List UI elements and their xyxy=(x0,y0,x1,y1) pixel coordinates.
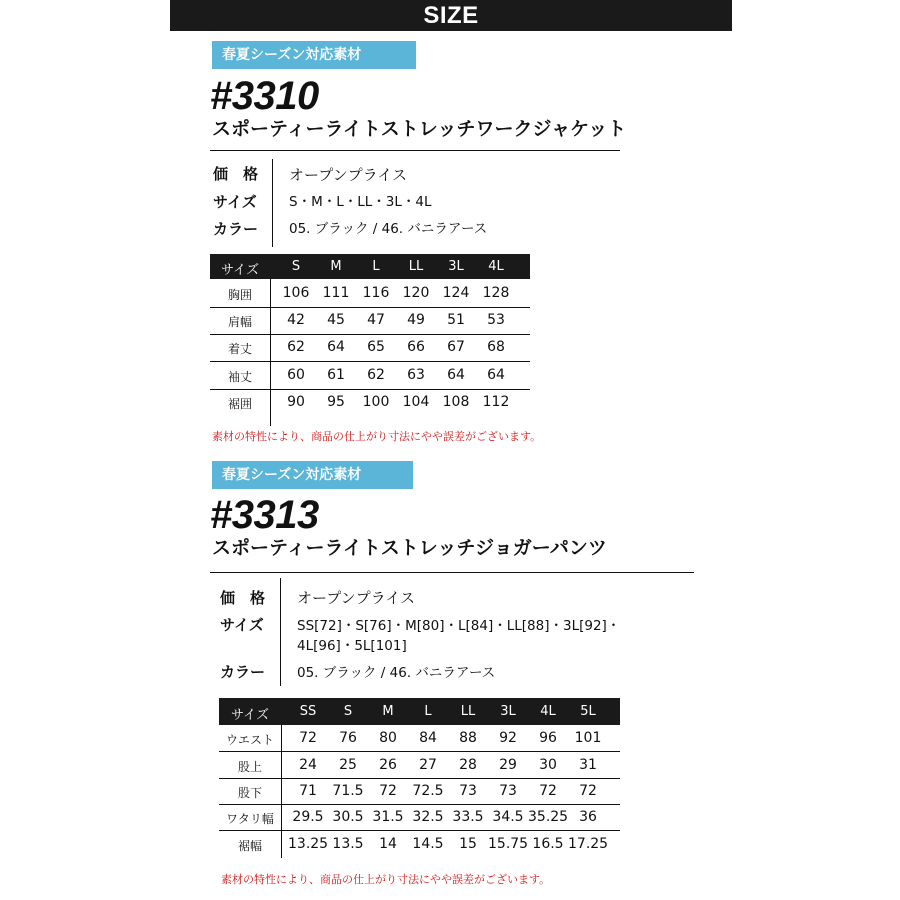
table-cell: 28 xyxy=(459,757,477,773)
table-cell: 124 xyxy=(442,285,470,301)
table-cell: 60 xyxy=(287,367,305,383)
table-cell: 63 xyxy=(407,367,425,383)
price-label: 価 格 xyxy=(213,165,259,183)
size-table xyxy=(210,254,530,426)
table-cell: 47 xyxy=(367,312,385,328)
table-cell: 29.5 xyxy=(292,809,324,825)
row-label: 股下 xyxy=(237,786,262,800)
table-cell: 84 xyxy=(419,730,437,746)
disclaimer-note: 素材の特性により、商品の仕上がり寸法にやや誤差がございます。 xyxy=(221,873,551,886)
table-cell: 49 xyxy=(407,312,425,328)
size-col-header: SS xyxy=(299,704,317,719)
table-cell: 13.25 xyxy=(288,836,329,852)
table-cell: 30 xyxy=(539,757,557,773)
row-divider xyxy=(210,334,530,335)
size-value-continued: 4L[96]・5L[101] xyxy=(297,638,407,654)
table-header-label: サイズ xyxy=(231,708,269,723)
row-divider xyxy=(210,389,530,390)
table-cell: 65 xyxy=(367,339,385,355)
price-label: 価 格 xyxy=(220,589,266,607)
row-label: 胸囲 xyxy=(227,288,252,302)
column-divider xyxy=(281,725,282,858)
table-cell: 51 xyxy=(447,312,465,328)
size-col-header: 4L xyxy=(488,259,504,274)
product-name: スポーティーライトストレッチジョガーパンツ xyxy=(212,537,607,559)
size-col-header: 3L xyxy=(448,259,464,274)
table-cell: 73 xyxy=(499,783,517,799)
size-col-header: LL xyxy=(408,259,424,274)
table-header-label: サイズ xyxy=(221,263,259,278)
table-cell: 104 xyxy=(402,394,430,410)
table-cell: 27 xyxy=(419,757,437,773)
table-cell: 88 xyxy=(459,730,477,746)
size-col-header: S xyxy=(291,259,301,274)
table-cell: 120 xyxy=(402,285,430,301)
table-cell: 106 xyxy=(282,285,310,301)
size-table xyxy=(219,698,620,858)
row-divider xyxy=(219,830,620,831)
product-name: スポーティーライトストレッチワークジャケット xyxy=(212,118,627,140)
size-col-header: L xyxy=(372,259,380,274)
table-cell: 45 xyxy=(327,312,345,328)
size-label: サイズ xyxy=(220,616,264,634)
info-divider xyxy=(272,159,273,247)
size-header-bar: SIZE xyxy=(170,0,732,31)
product-code: #3313 xyxy=(210,493,319,537)
row-divider xyxy=(219,751,620,752)
table-cell: 33.5 xyxy=(452,809,484,825)
size-col-header: 5L xyxy=(580,704,596,719)
table-cell: 96 xyxy=(539,730,557,746)
table-cell: 24 xyxy=(299,757,317,773)
row-divider xyxy=(210,361,530,362)
table-cell: 32.5 xyxy=(412,809,444,825)
table-cell: 61 xyxy=(327,367,345,383)
row-label: 肩幅 xyxy=(227,315,252,329)
table-cell: 64 xyxy=(487,367,505,383)
table-cell: 68 xyxy=(487,339,505,355)
size-col-header: S xyxy=(343,704,353,719)
table-cell: 16.5 xyxy=(532,836,564,852)
table-cell: 17.25 xyxy=(568,836,609,852)
size-col-header: M xyxy=(382,704,394,719)
price-value: オープンプライス xyxy=(297,589,416,607)
table-cell: 13.5 xyxy=(332,836,364,852)
table-cell: 14 xyxy=(379,836,397,852)
table-cell: 36 xyxy=(579,809,597,825)
table-cell: 71 xyxy=(299,783,317,799)
size-value: SS[72]・S[76]・M[80]・L[84]・LL[88]・3L[92]・ xyxy=(297,618,621,634)
table-cell: 66 xyxy=(407,339,425,355)
info-divider xyxy=(280,578,281,686)
table-cell: 101 xyxy=(574,730,602,746)
row-label: 裾囲 xyxy=(227,397,252,411)
table-cell: 90 xyxy=(287,394,305,410)
table-cell: 72.5 xyxy=(412,783,444,799)
table-cell: 95 xyxy=(327,394,345,410)
size-col-header: 4L xyxy=(540,704,556,719)
price-value: オープンプライス xyxy=(289,166,408,184)
divider xyxy=(210,150,620,151)
table-cell: 64 xyxy=(327,339,345,355)
table-cell: 64 xyxy=(447,367,465,383)
color-value: 05. ブラック / 46. バニラアース xyxy=(297,665,496,681)
table-cell: 72 xyxy=(379,783,397,799)
row-label: 袖丈 xyxy=(227,370,252,384)
table-cell: 25 xyxy=(339,757,357,773)
season-tag: 春夏シーズン対応素材 xyxy=(212,461,413,489)
table-cell: 73 xyxy=(459,783,477,799)
table-cell: 80 xyxy=(379,730,397,746)
row-label: 裾幅 xyxy=(237,839,262,853)
table-cell: 112 xyxy=(482,394,510,410)
table-cell: 72 xyxy=(299,730,317,746)
column-divider xyxy=(270,279,271,426)
table-cell: 67 xyxy=(447,339,465,355)
table-cell: 116 xyxy=(362,285,390,301)
table-cell: 30.5 xyxy=(332,809,364,825)
table-cell: 15 xyxy=(459,836,477,852)
table-cell: 34.5 xyxy=(492,809,524,825)
table-cell: 31 xyxy=(579,757,597,773)
table-cell: 72 xyxy=(539,783,557,799)
table-cell: 53 xyxy=(487,312,505,328)
table-cell: 76 xyxy=(339,730,357,746)
table-cell: 62 xyxy=(287,339,305,355)
table-cell: 14.5 xyxy=(412,836,444,852)
table-cell: 128 xyxy=(482,285,510,301)
row-divider xyxy=(210,307,530,308)
table-cell: 108 xyxy=(442,394,470,410)
size-col-header: LL xyxy=(460,704,476,719)
table-cell: 62 xyxy=(367,367,385,383)
disclaimer-note: 素材の特性により、商品の仕上がり寸法にやや誤差がございます。 xyxy=(212,430,542,443)
size-value: S・M・L・LL・3L・4L xyxy=(289,194,432,210)
table-cell: 100 xyxy=(362,394,390,410)
color-label: カラー xyxy=(220,663,266,681)
divider xyxy=(210,572,694,573)
row-label: ウエスト xyxy=(225,733,274,747)
table-cell: 111 xyxy=(322,285,350,301)
table-cell: 92 xyxy=(499,730,517,746)
row-label: ワタリ幅 xyxy=(226,812,274,826)
season-tag: 春夏シーズン対応素材 xyxy=(212,41,416,69)
color-value: 05. ブラック / 46. バニラアース xyxy=(289,221,488,237)
row-divider xyxy=(219,778,620,779)
size-col-header: L xyxy=(424,704,432,719)
size-col-header: 3L xyxy=(500,704,516,719)
table-cell: 71.5 xyxy=(332,783,364,799)
table-cell: 29 xyxy=(499,757,517,773)
row-label: 着丈 xyxy=(227,342,252,356)
size-col-header: M xyxy=(330,259,342,274)
table-cell: 26 xyxy=(379,757,397,773)
row-label: 股上 xyxy=(237,760,262,774)
table-cell: 35.25 xyxy=(528,809,569,825)
table-cell: 72 xyxy=(579,783,597,799)
row-divider xyxy=(219,804,620,805)
table-cell: 31.5 xyxy=(372,809,404,825)
table-cell: 15.75 xyxy=(488,836,529,852)
size-label: サイズ xyxy=(213,193,257,211)
color-label: カラー xyxy=(213,220,259,238)
table-cell: 42 xyxy=(287,312,305,328)
product-code: #3310 xyxy=(210,74,319,118)
